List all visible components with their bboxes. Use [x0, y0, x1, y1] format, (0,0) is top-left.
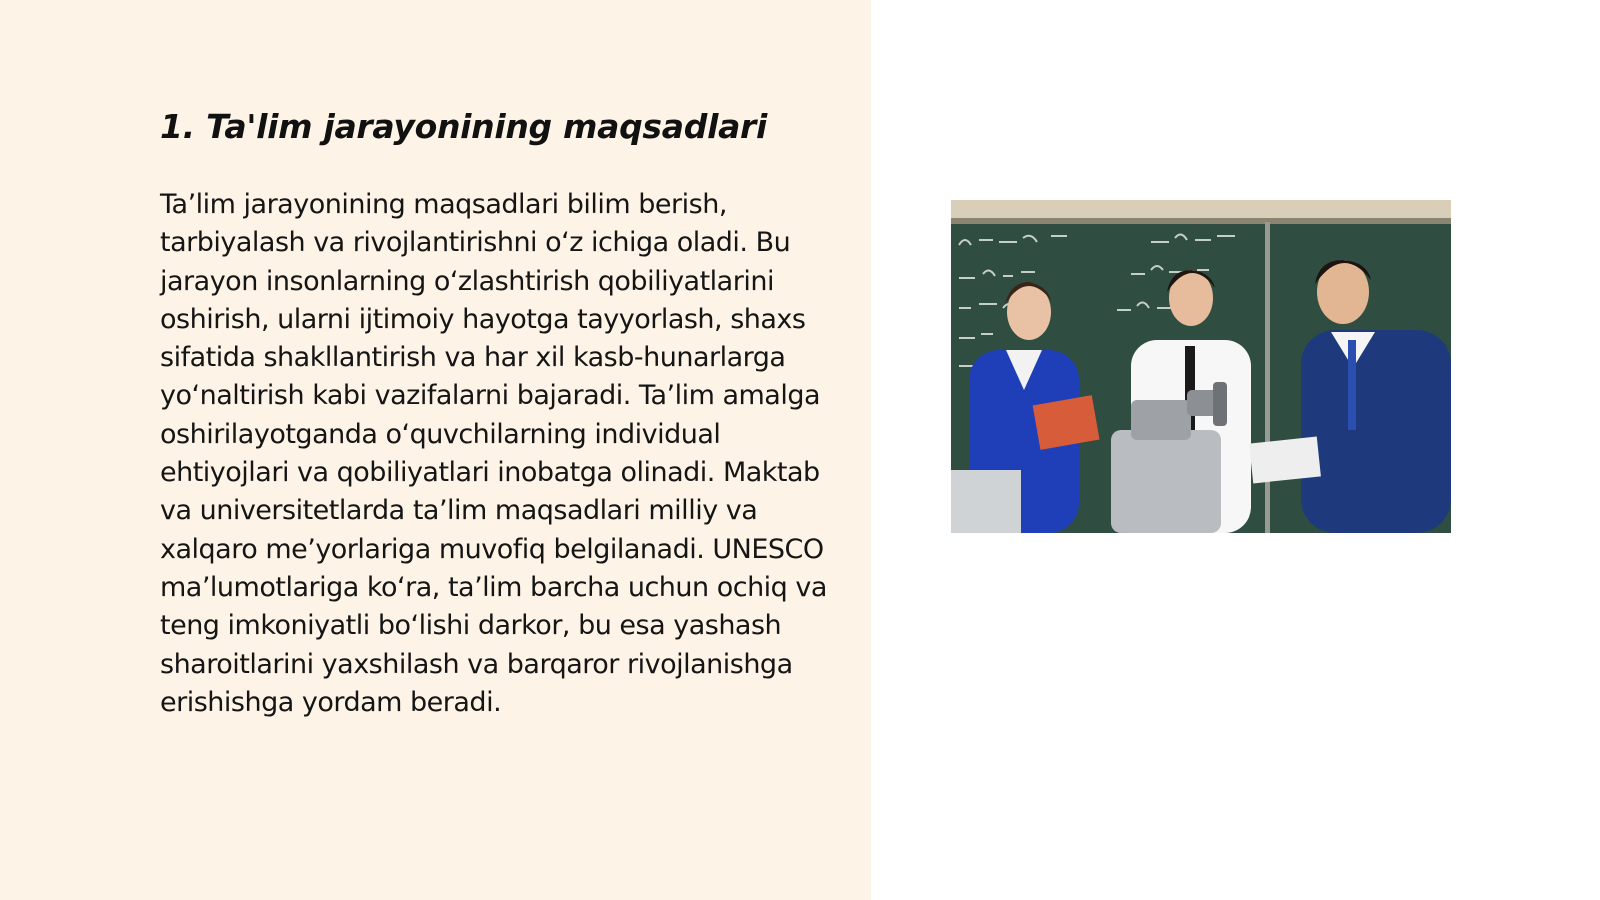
slide-title: 1. Ta'lim jarayonining maqsadlari: [160, 107, 768, 146]
classroom-photo: [951, 200, 1451, 533]
slide-body-text: Ta’lim jarayonining maqsadlari bilim berish, tarbiyalash va rivojlantirishni o‘z ichiga oladi. Bu jarayon insonlarning o‘zlashtirish qobiliyatlarini oshirish, ularni ijtimoiy hayotga tayyorlash, shaxs sifatida shakllantirish va har xil kasb-hunarlarga yo‘naltirish kabi vazifalarni bajaradi. Ta’lim amalga oshirilayotganda o‘quvchilarning individual ehtiyojlari va qobiliyatlari inobatga olinadi. Maktab va universitetlarda ta’lim maqsadlari milliy va xalqaro me’yorlariga muvofiq belgilanadi. UNESCO ma’lumotlariga ko‘ra, ta’lim barcha uchun ochiq va teng imkoniyatli bo‘lishi darkor, bu esa yashash sharoitlarini yaxshilash va barqaror rivojlanishga erishishga yordam beradi.: [160, 189, 827, 718]
